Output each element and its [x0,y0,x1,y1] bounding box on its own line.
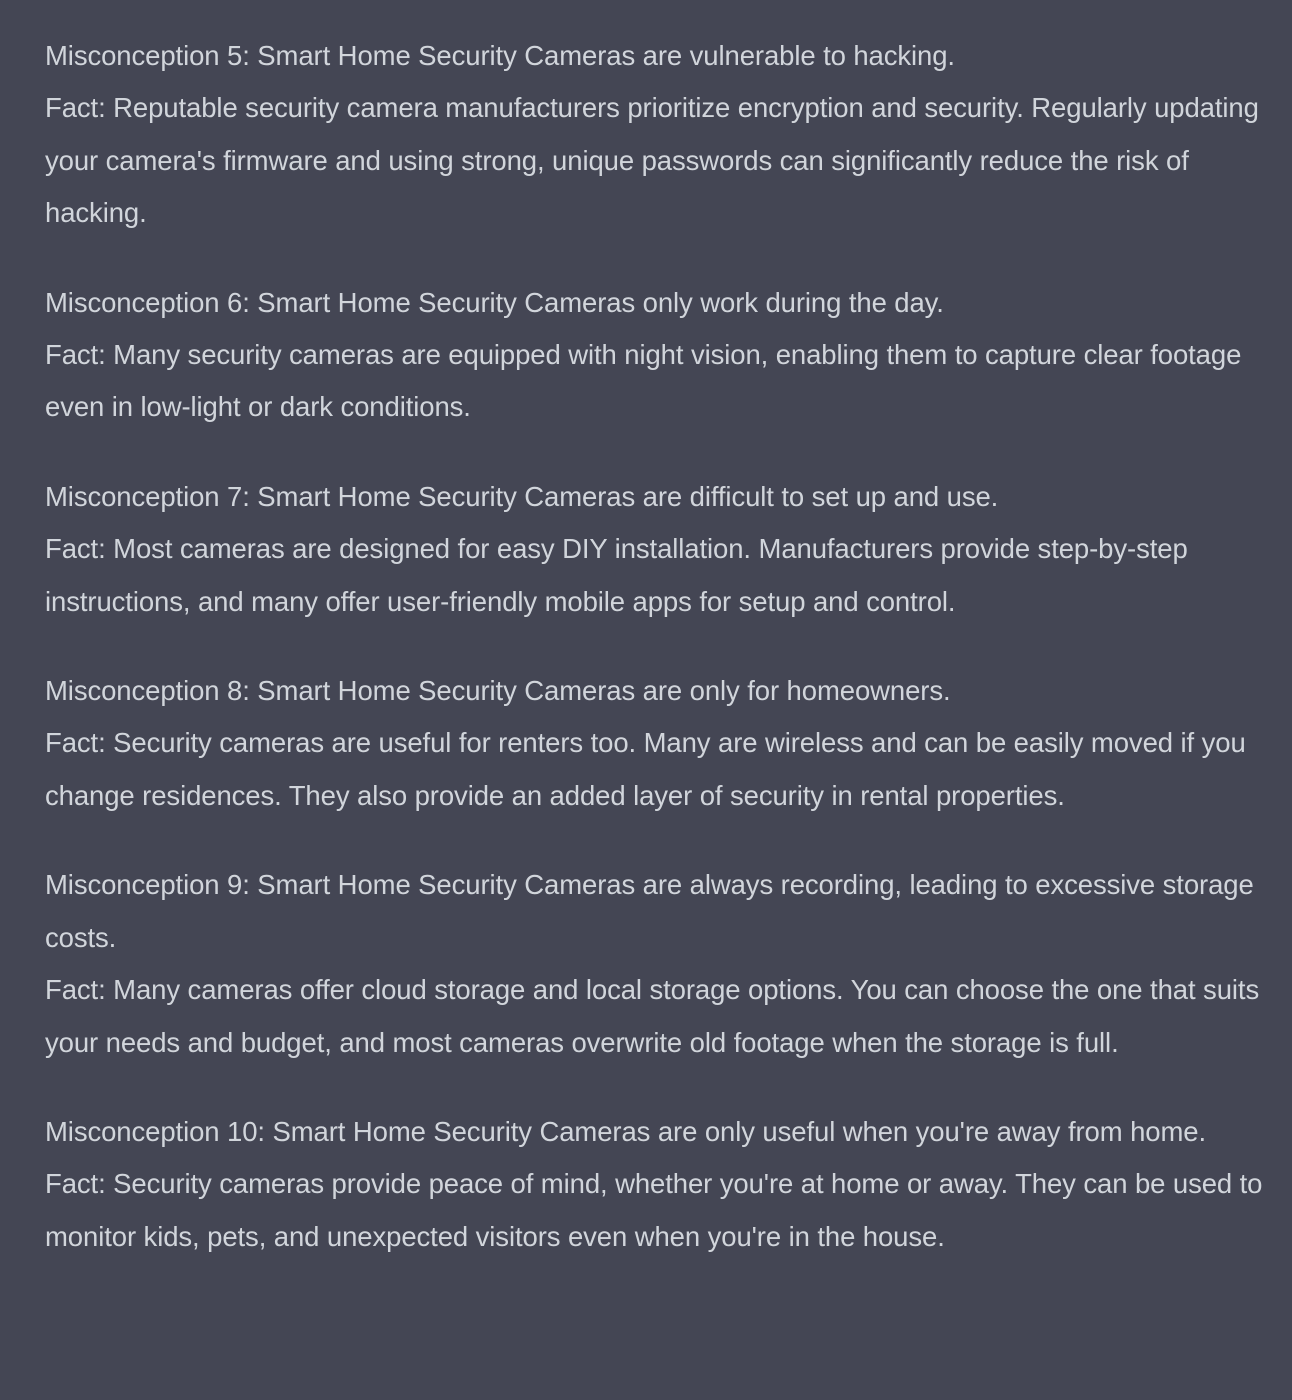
misconception-text: Misconception 8: Smart Home Security Cameras are only for homeowners. [45,675,951,707]
misconception-item-5 [45,30,1272,240]
misconception-text: Misconception 7: Smart Home Security Cameras are difficult to set up and use. [45,480,999,512]
fact-text: Fact: Security cameras provide peace of mind, whether you're at home or away. They can be used to monitor kids, pets, and unexpected visitors even when you're in the house. [45,1168,1263,1252]
misconception-text: Misconception 9: Smart Home Security Cameras are always recording, leading to excessive storage costs. [45,869,1254,953]
fact-text: Fact: Reputable security camera manufacturers prioritize encryption and security. Regularly updating your camera's firmware and using strong, unique passwords can significantly reduce the risk of hacking. [45,92,1259,229]
misconception-item-10 [45,1106,1272,1263]
fact-text: Fact: Many security cameras are equipped with night vision, enabling them to capture clear footage even in low-light or dark conditions. [45,339,1242,423]
fact-text: Fact: Security cameras are useful for renters too. Many are wireless and can be easily moved if you change residences. They also provide an added layer of security in rental properties. [45,727,1246,811]
misconception-text: Misconception 6: Smart Home Security Cameras only work during the day. [45,286,944,318]
misconception-item-7 [45,471,1272,628]
misconception-item-8 [45,665,1272,822]
misconception-item-9 [45,859,1272,1069]
misconception-text: Misconception 5: Smart Home Security Cameras are vulnerable to hacking. [45,40,955,71]
fact-text: Fact: Most cameras are designed for easy DIY installation. Manufacturers provide step-by-step instructions, and many offer user-friendly mobile apps for setup and control. [45,533,1188,617]
fact-text: Fact: Many cameras offer cloud storage and local storage options. You can choose the one that suits your needs and budget, and most cameras overwrite old footage when the storage is full. [45,974,1260,1058]
misconception-item-6 [45,277,1272,434]
misconception-text: Misconception 10: Smart Home Security Cameras are only useful when you're away from home. [45,1115,1207,1147]
